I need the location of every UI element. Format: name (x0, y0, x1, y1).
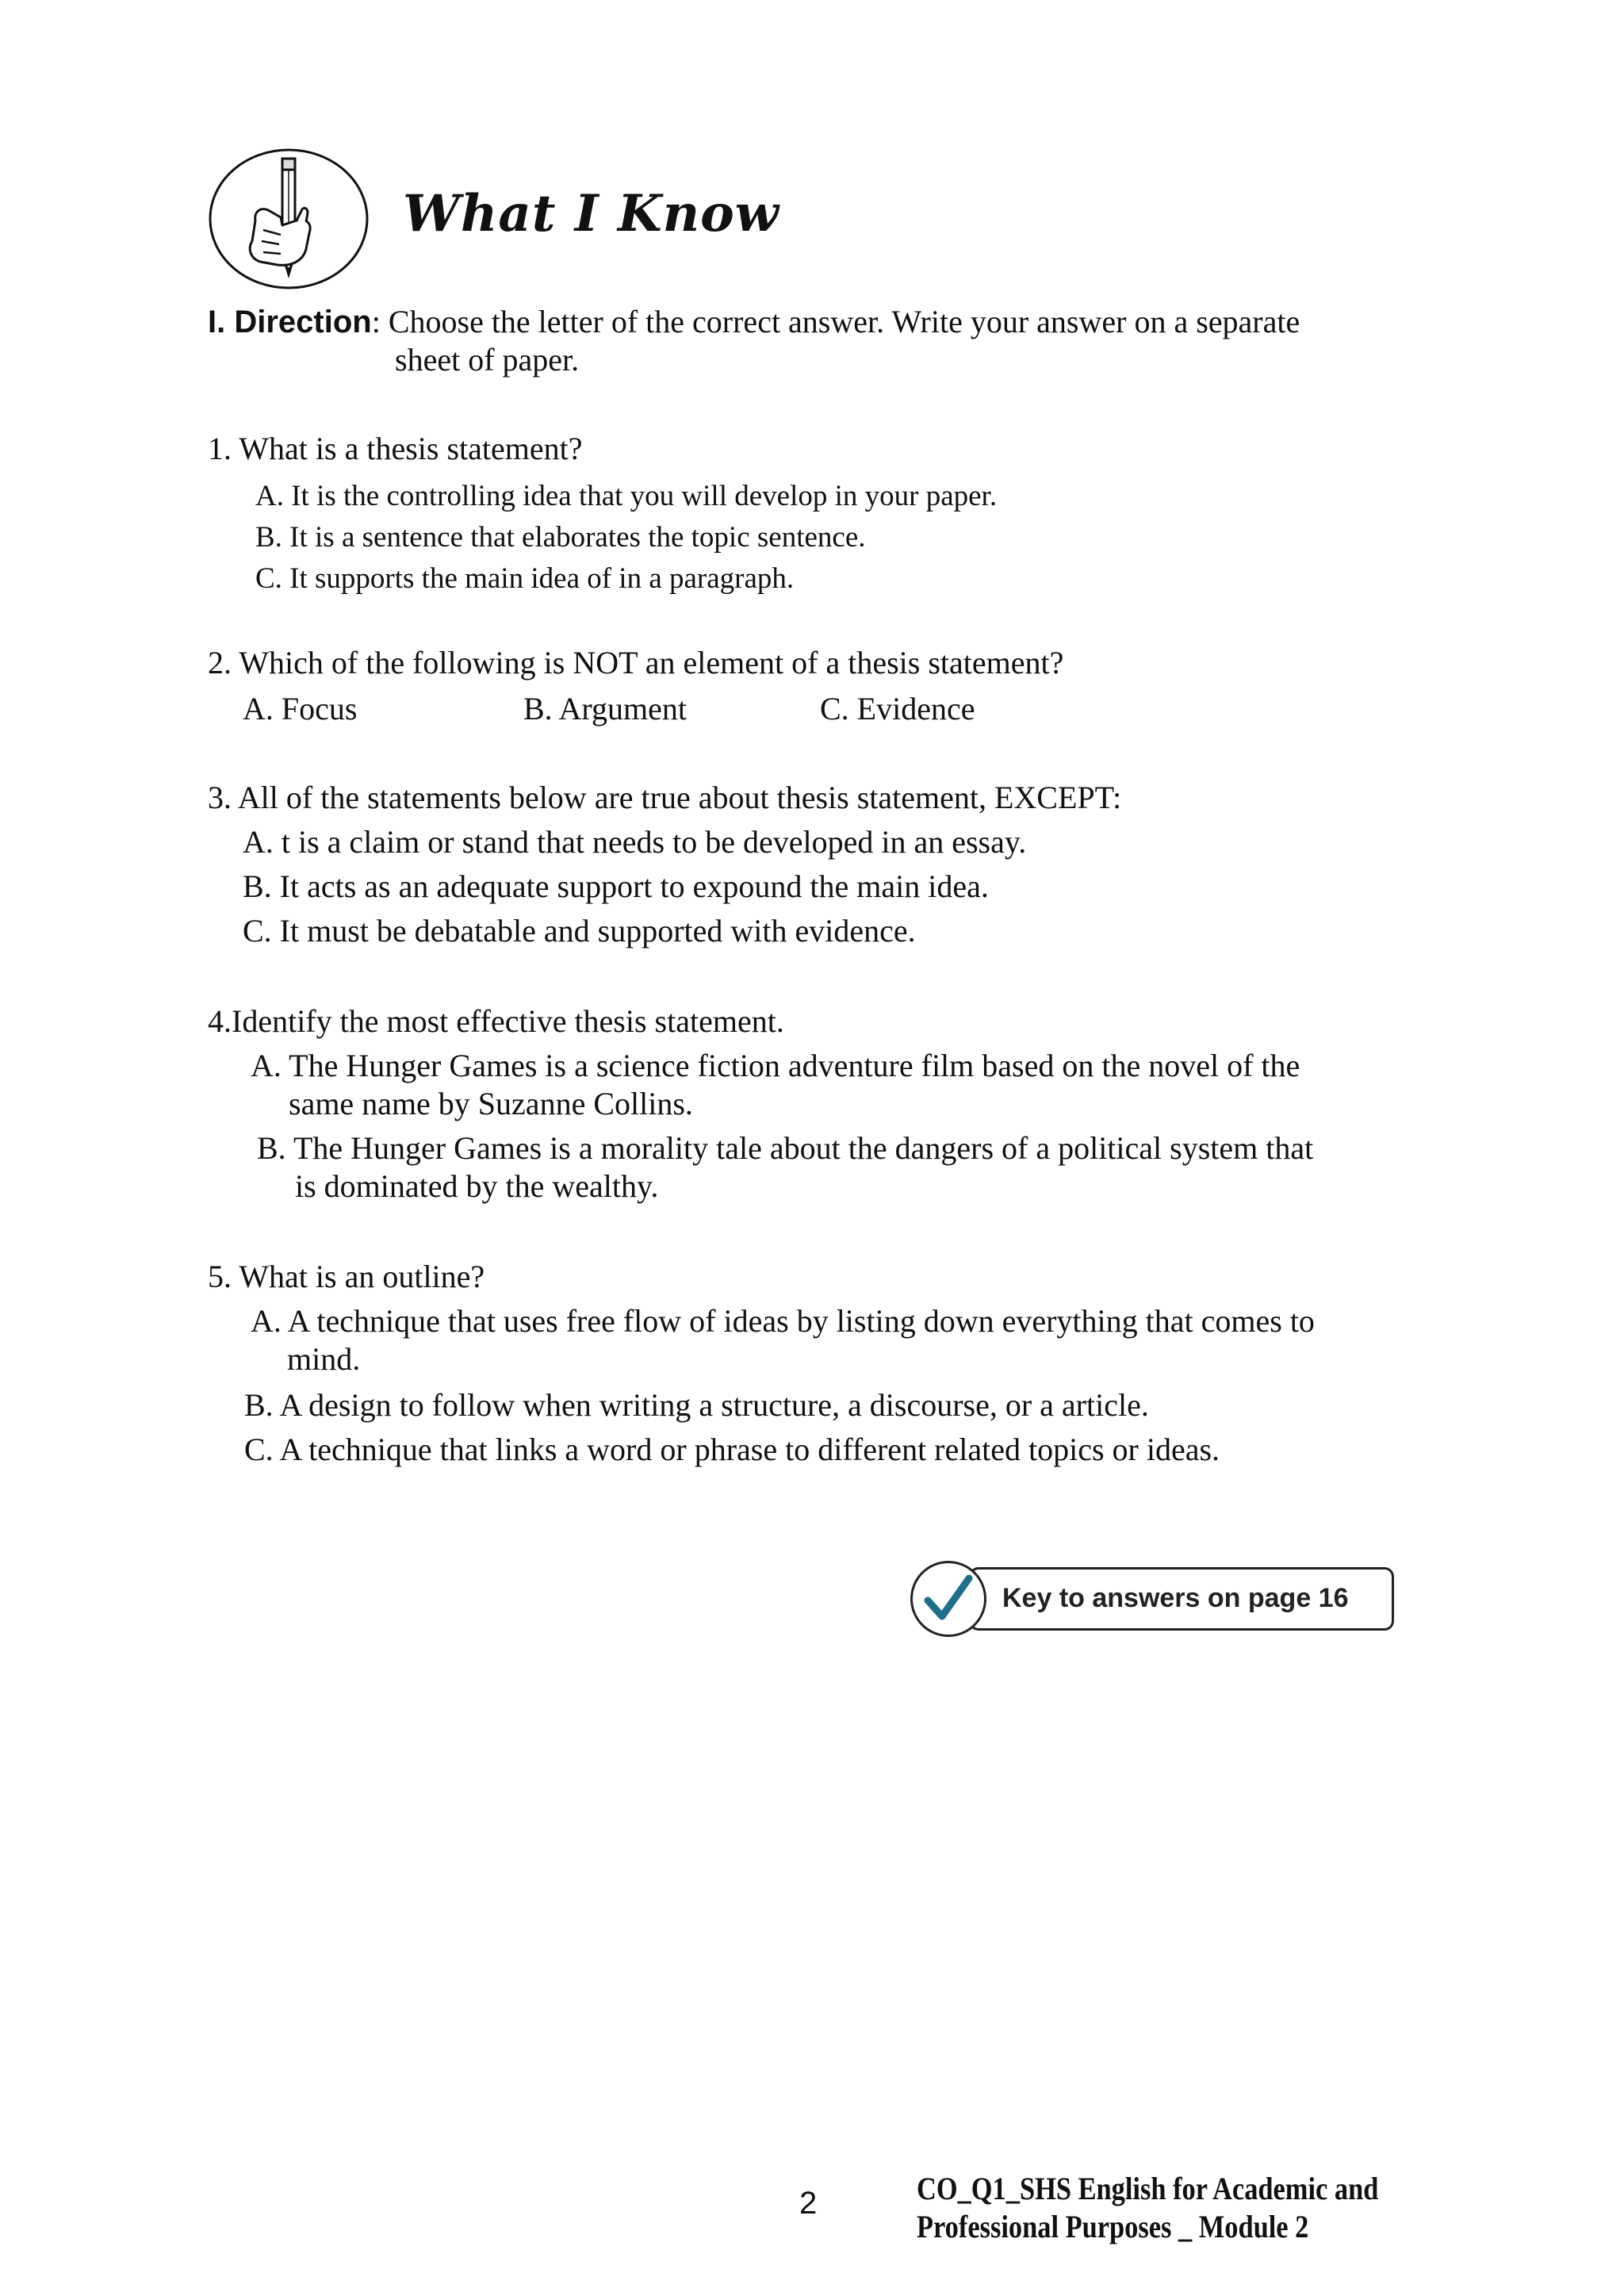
question-4-choice-a-cont: same name by Suzanne Collins. (289, 1086, 693, 1121)
footer-course-line-2: Professional Purposes _ Module 2 (917, 2209, 1309, 2244)
question-4-choice-b-cont: is dominated by the wealthy. (295, 1168, 659, 1204)
question-2-stem: 2. Which of the following is NOT an element of a thesis statement? (208, 645, 1064, 680)
direction-line-2: sheet of paper. (395, 342, 580, 378)
question-5-choice-c: C. A technique that links a word or phrase to different related topics or ideas. (244, 1432, 1220, 1467)
question-1-choice-a: A. It is the controlling idea that you will develop in your paper. (255, 480, 998, 512)
question-3-choice-c: C. It must be debatable and supported with evidence. (243, 913, 916, 949)
direction-label: I. Direction (208, 305, 372, 339)
footer-course-line-1: CO_Q1_SHS English for Academic and (917, 2171, 1379, 2206)
question-5-choice-a-cont: mind. (287, 1341, 361, 1377)
question-4-stem: 4.Identify the most effective thesis statement. (208, 1003, 784, 1039)
question-5-stem: 5. What is an outline? (208, 1259, 485, 1294)
question-1-choice-c: C. It supports the main idea of in a paragraph. (255, 562, 795, 595)
question-2-choice-c: C. Evidence (820, 691, 975, 726)
question-3-stem: 3. All of the statements below are true about thesis statement, EXCEPT: (208, 780, 1122, 815)
question-3-choice-a: A. t is a claim or stand that needs to be developed in an essay. (243, 824, 1027, 860)
page-number: 2 (799, 2186, 818, 2221)
answer-key-text: Key to answers on page 16 (1002, 1583, 1349, 1613)
question-5-choice-b: B. A design to follow when writing a structure, a discourse, or a article. (244, 1387, 1149, 1423)
question-1-choice-b: B. It is a sentence that elaborates the topic sentence. (255, 521, 866, 554)
question-3-choice-b: B. It acts as an adequate support to expound the main idea. (243, 868, 989, 904)
pencil-in-hand-icon (208, 148, 370, 290)
checkmark-icon (920, 1570, 977, 1627)
question-4-choice-b: B. The Hunger Games is a morality tale about the dangers of a political system that (257, 1130, 1314, 1166)
question-5-choice-a: A. A technique that uses free flow of ideas by listing down everything that comes to (251, 1303, 1315, 1339)
page-title: What I Know (403, 184, 779, 243)
question-2-choice-a: A. Focus (243, 691, 358, 726)
question-2-choice-b: B. Argument (523, 691, 687, 726)
question-4-choice-a: A. The Hunger Games is a science fiction adventure film based on the novel of the (251, 1048, 1300, 1083)
direction-line-1: I. Direction: Choose the letter of the correct answer. Write your answer on a separate (208, 304, 1300, 339)
question-1-stem: 1. What is a thesis statement? (208, 431, 583, 466)
